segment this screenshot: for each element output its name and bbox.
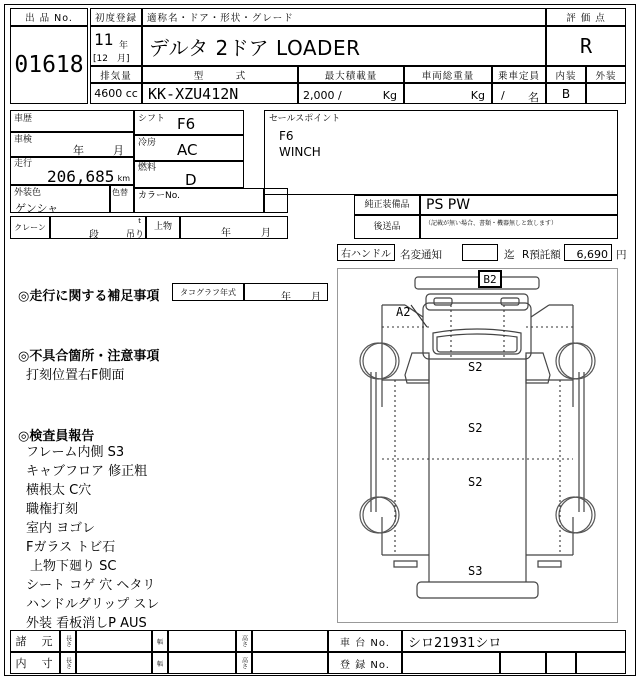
history-label: 車歴 [14,114,33,124]
sales-point-line-2: WINCH [279,145,321,159]
shift-value: F6 [177,115,196,133]
inspector-line: 横根太 C穴 [26,483,92,498]
model-name-label: 適称名・ドア・形状・グレード [147,13,294,24]
ext-color-cell [10,185,110,213]
displacement-value: 4600 cc [94,87,138,100]
inspector-heading: ◎検査員報告 [18,429,95,444]
inner-length-value-cell [76,652,152,674]
aircon-label: 冷房 [138,138,157,148]
color-change-cell [110,185,134,213]
registration-extra-cell-2 [546,652,576,674]
ext-color-value: ゲンシャ [15,202,59,215]
damage-code-b2-badge [478,270,502,288]
deposit-value-cell [564,244,612,261]
color-no-cell [134,188,264,213]
spec-length-label: 長さ [64,635,72,647]
gross-weight-label-cell [404,66,492,83]
chassis-no-value: シロ21931シロ [408,635,502,651]
first-reg-label-cell [90,8,142,26]
spec-length-value-cell [76,630,152,652]
equipment-value-cell [420,195,618,215]
yen-label: 円 [616,249,627,261]
aircon-value: AC [177,141,198,159]
color-no-label: カラーNo. [138,191,180,201]
inspector-line: キャブフロア 修正粗 [26,464,148,479]
type-value: KK-XZU412N [148,84,239,103]
history-cell [10,110,134,132]
exhibit-no-value: 01618 [14,52,84,78]
interior-grade-cell [546,83,586,104]
mileage-cell [10,157,134,185]
damage-code-s2-upper: S2 [468,360,483,374]
rating-label: 評 価 点 [566,13,606,24]
shaken-cell [10,132,134,157]
gross-weight-label: 車両総重量 [421,70,475,82]
capacity-unit: 名 [528,91,539,104]
max-load-label: 最大積載量 [324,70,378,82]
name-change-input[interactable] [462,244,498,261]
ext-color-label: 外装色 [14,188,42,198]
later-ship-value-cell [420,215,618,239]
exterior-label-cell [586,66,626,83]
tacho-label: タコグラフ年式 [180,287,236,297]
inspector-line: シート コゲ 穴 ヘタリ [26,578,156,593]
damage-code-s2-mid: S2 [468,421,483,435]
type-label: 型 式 [193,70,247,82]
first-reg-month: [12 月] [93,54,130,64]
rating-value: R [579,34,593,58]
model-name-value: デルタ 2ドア LOADER [149,35,361,60]
inspector-line: フレーム内側 S3 [26,445,125,460]
spec-label: 諸 元 [15,635,55,648]
body-label: 上物 [153,222,172,232]
exterior-grade-cell [586,83,626,104]
damage-code-s3: S3 [468,564,483,578]
max-load-label-cell [298,66,404,83]
max-load-value: 2,000 / [303,89,342,102]
crane-label-cell [10,216,50,239]
later-ship-note: （記載が無い場合、書類・機器無しと致します） [425,220,558,227]
spec-width-value-cell [168,630,236,652]
spec-height-label-cell [236,630,252,652]
interior-label-cell [546,66,586,83]
inner-width-label-cell [152,652,168,674]
spec-length-label-cell [60,630,76,652]
crane-lift-label: 吊り [125,230,144,240]
sales-point-line-1: F6 [279,129,294,143]
body-year: 年 [221,228,231,239]
displacement-value-cell [90,83,142,104]
capacity-value-cell [492,83,546,104]
exhibit-no-label: 出 品 No. [25,13,73,24]
first-reg-year-unit: 年 [119,41,129,51]
inner-width-value-cell [168,652,236,674]
interior-grade: B [561,86,571,101]
displacement-label-cell [90,66,142,83]
inspector-line: ハンドルグリップ スレ [26,597,160,612]
inspector-line: Fガラス トビ石 [26,540,116,555]
exterior-label: 外装 [595,70,617,82]
chassis-no-label: 車 台 No. [340,637,390,649]
inner-width-label: 幅 [156,660,163,668]
body-label-cell [146,216,180,239]
inner-height-value-cell [252,652,328,674]
inspector-line: 職権打刻 [26,502,79,517]
displacement-label: 排気量 [100,70,132,82]
until-label: 迄 [504,249,515,261]
mileage-value: 206,685 [47,167,115,186]
crane-stage-label: 段 [89,230,99,241]
crane-stage-cell [50,216,146,239]
model-name-label-cell [142,8,546,26]
chassis-no-label-cell [328,630,402,652]
tacho-month: 月 [311,292,321,303]
max-load-value-cell [298,83,404,104]
inner-label-cell [10,652,60,674]
defect-heading: ◎不具合箇所・注意事項 [18,349,160,364]
name-change-label: 名変通知 [400,249,442,261]
equipment-value: PS PW [426,197,471,213]
spec-width-label-cell [152,630,168,652]
inspector-report-list [26,443,326,633]
deposit-value: 6,690 [576,248,608,261]
crane-lift-unit: t [138,217,141,225]
shaken-label: 車検 [14,135,33,145]
mileage-label: 走行 [14,159,33,169]
aircon-cell [134,135,244,161]
fuel-cell [134,161,244,188]
sales-point-cell [264,110,618,195]
shaken-month: 月 [113,144,124,157]
rating-label-cell [546,8,626,26]
equipment-label: 純正装備品 [364,199,410,210]
inspector-line: 室内 ヨゴレ [26,521,96,536]
inner-length-label-cell [60,652,76,674]
later-ship-label-cell [354,215,420,239]
interior-label: 内装 [555,70,577,82]
capacity-label: 乗車定員 [497,70,540,82]
fuel-value: D [185,171,197,189]
inspector-line: 上物下廻り SC [30,559,117,574]
body-month: 月 [261,228,271,239]
later-ship-label: 後送品 [373,221,401,232]
fuel-label: 燃料 [138,163,157,173]
shaken-year: 年 [73,144,84,157]
handle-label: 右ハンドル [341,249,391,260]
gross-weight-value-cell [404,83,492,104]
max-load-unit: Kg [382,89,397,102]
inner-height-label: 高さ [240,657,248,669]
inner-length-label: 長さ [64,657,72,669]
vehicle-diagram-panel [337,268,618,623]
inspector-line: 外装 看板消しP AUS [26,616,147,631]
spec-width-label: 幅 [156,638,163,646]
first-reg-year: 11 [94,30,114,49]
chassis-no-value-cell [402,630,626,652]
inner-height-label-cell [236,652,252,674]
registration-no-label-cell [328,652,402,674]
crane-label: クレーン [14,222,46,232]
handle-badge [337,244,395,261]
deposit-label: R預託額 [522,249,561,261]
damage-code-s2-lower: S2 [468,475,483,489]
capacity-value: / [501,89,505,102]
tacho-year: 年 [281,292,291,303]
mileage-unit: km [117,174,130,183]
shift-label: シフト [138,114,166,124]
registration-no-label: 登 録 No. [340,659,390,671]
registration-extra-cell-3 [576,652,626,674]
defect-line-1: 打刻位置右F側面 [26,368,125,383]
spec-height-value-cell [252,630,328,652]
capacity-label-cell [492,66,546,83]
damage-code-b2: B2 [483,272,497,286]
sales-point-label: セールスポイント [269,114,341,124]
equipment-label-cell [354,195,420,215]
registration-extra-cell-1 [500,652,546,674]
color-change-label: 色替 [112,188,128,197]
mileage-note-heading: ◎走行に関する補足事項 [18,289,160,304]
rating-value-cell [546,26,626,66]
gross-weight-unit: Kg [470,89,485,102]
first-reg-label: 初度登録 [94,13,137,24]
model-name-value-cell [142,26,546,66]
type-value-cell [142,83,298,104]
shift-cell [134,110,244,135]
tacho-value-cell [244,283,328,301]
exhibit-no-cell [10,26,88,104]
first-reg-value-cell [90,26,142,66]
exhibit-no-label-cell [10,8,88,26]
body-year-cell [180,216,288,239]
inner-label: 内 寸 [15,657,55,670]
damage-code-a2: A2 [396,305,411,319]
vehicle-diagram-svg [338,269,617,622]
tacho-label-cell [172,283,244,301]
type-label-cell [142,66,298,83]
registration-no-value-cell [402,652,500,674]
spec-height-label: 高さ [240,635,248,647]
spec-label-cell [10,630,60,652]
